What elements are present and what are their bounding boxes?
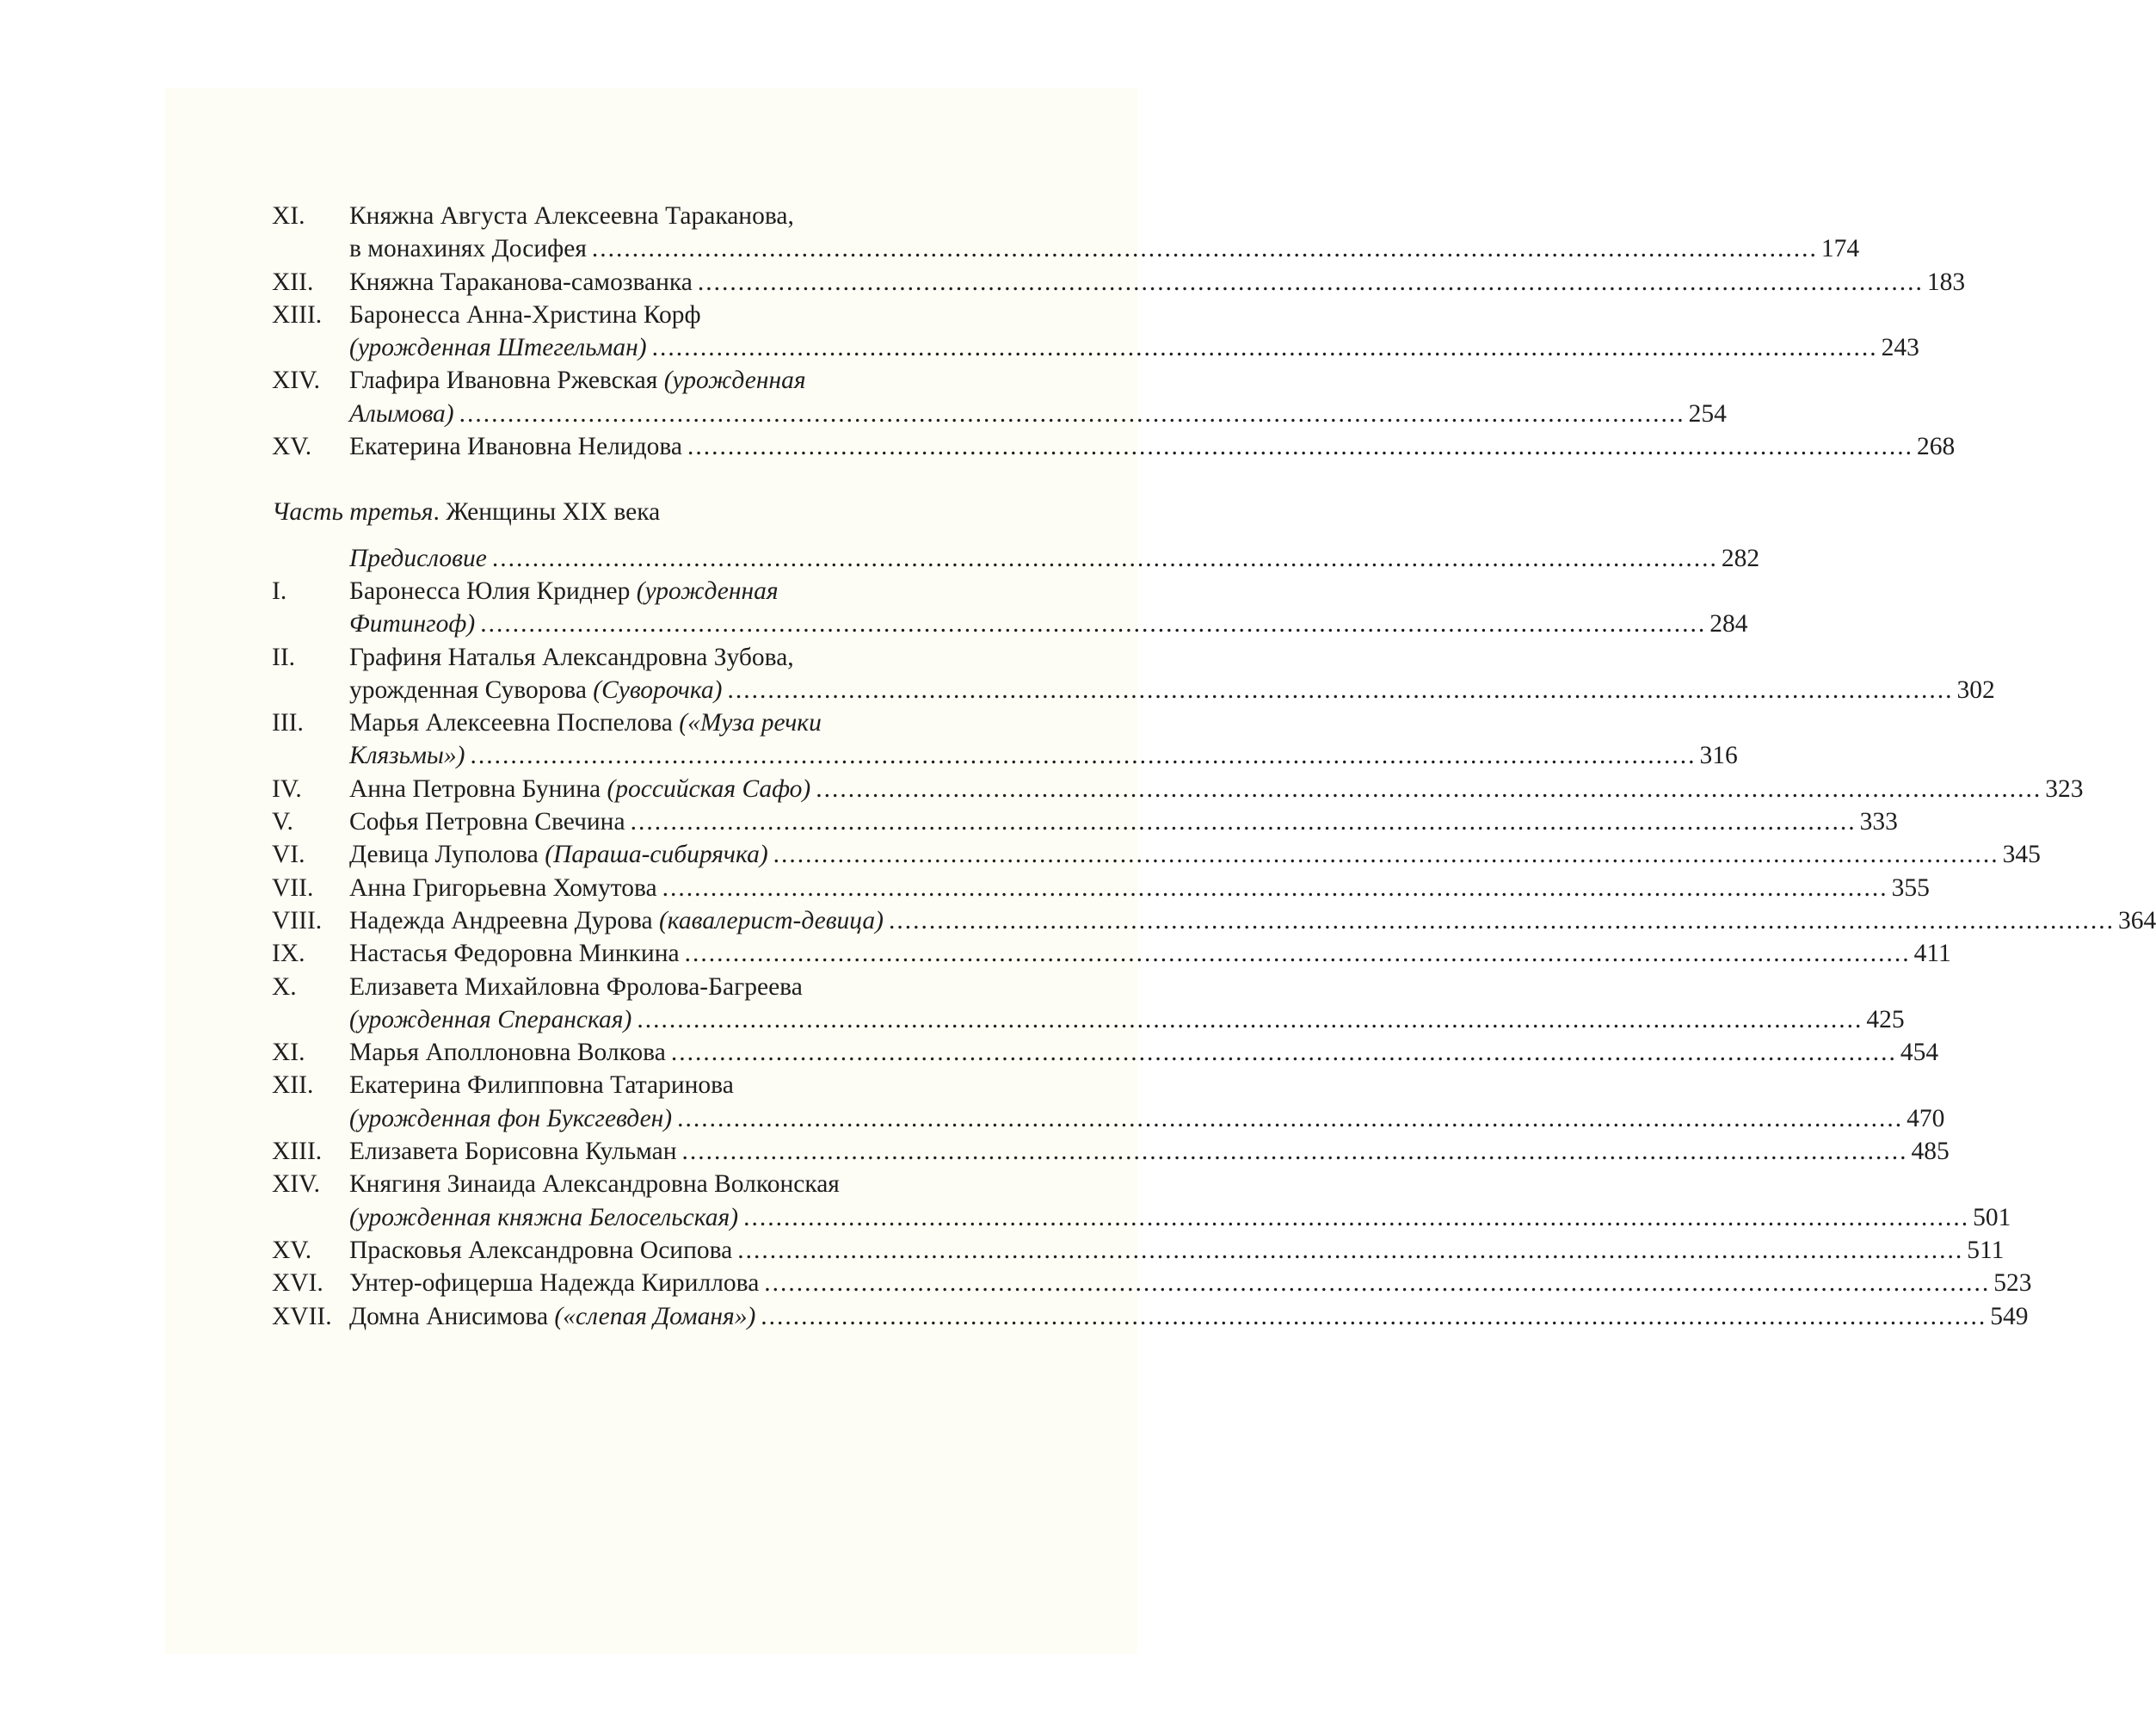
- entry-title-italic: Алымова): [349, 399, 454, 428]
- entry-title: Екатерина Филипповна Татаринова: [349, 1071, 734, 1100]
- dot-leader: ........................................................................................................................................................: [591, 235, 1818, 263]
- page-number: 323: [2045, 774, 2084, 803]
- entry-number: XV.: [272, 1236, 312, 1264]
- page-number: 454: [1900, 1039, 1939, 1067]
- dot-leader: ........................................................................................................................................................: [470, 742, 1697, 770]
- page-number: 411: [1913, 940, 1951, 968]
- toc-entry: [272, 773, 2084, 805]
- toc-entry: [272, 937, 1951, 970]
- entry-title: Марья Аполлоновна Волкова: [349, 1039, 666, 1067]
- entry-title: Елизавета Борисовна Кульман: [349, 1138, 677, 1166]
- toc-entry: [272, 1135, 1950, 1168]
- part-heading-text: . Женщины XIX века: [433, 498, 661, 527]
- page-number: 364: [2118, 906, 2156, 935]
- dot-leader: ........................................................................................................................................................: [681, 1138, 1908, 1166]
- entry-title-italic: (Суворочка): [593, 675, 723, 704]
- toc-entry: [272, 838, 2041, 871]
- entry-title: Екатерина Ивановна Нелидова: [349, 433, 682, 461]
- entry-title: Елизавета Михайловна Фролова-Багреева: [349, 972, 803, 1001]
- entry-number: XVI.: [272, 1269, 323, 1298]
- dot-leader: ........................................................................................................................................................: [480, 610, 1707, 638]
- page-number: 183: [1926, 268, 1966, 296]
- toc-entry: [272, 1069, 1945, 1135]
- entry-title: Княжна Августа Алексеевна Тараканова,: [349, 202, 794, 230]
- dot-leader: ........................................................................................................................................................: [491, 544, 1718, 572]
- page-number: 485: [1911, 1138, 1950, 1166]
- toc-entry: [272, 1267, 2032, 1299]
- entry-title-italic: (урожденная: [636, 577, 779, 605]
- dot-leader: ........................................................................................................................................................: [662, 873, 1888, 902]
- entry-number: X.: [272, 972, 297, 1001]
- dot-leader: ........................................................................................................................................................: [764, 1269, 1991, 1298]
- page-number: 174: [1820, 235, 1860, 263]
- entry-number: VII.: [272, 873, 314, 902]
- entry-title-continued: урожденная Суворова: [349, 675, 594, 704]
- toc-entry: [272, 805, 1898, 838]
- entry-title: Прасковья Александровна Осипова: [349, 1236, 733, 1264]
- dot-leader: ........................................................................................................................................................: [727, 675, 1954, 704]
- entry-title: Анна Григорьевна Хомутова: [349, 873, 657, 902]
- entry-title-italic: (урожденная княжна Белосельская): [349, 1203, 739, 1231]
- entry-title: Графиня Наталья Александровна Зубова,: [349, 643, 794, 671]
- toc-entry: [272, 364, 1727, 430]
- entry-title-italic: («Муза речки: [679, 709, 822, 737]
- entry-title-italic: (урожденная Сперанская): [349, 1005, 632, 1033]
- entry-title-italic: Предисловие: [349, 544, 487, 572]
- dot-leader: ........................................................................................................................................................: [459, 399, 1685, 428]
- dot-leader: ........................................................................................................................................................: [816, 774, 2042, 803]
- toc-entry: [272, 266, 1966, 299]
- page-number: 333: [1859, 808, 1898, 836]
- page-number: 345: [2002, 841, 2041, 869]
- page-number: 243: [1881, 334, 1919, 362]
- dot-leader: ........................................................................................................................................................: [651, 334, 1878, 362]
- page-number: 425: [1866, 1005, 1905, 1033]
- entry-title: Княгиня Зинаида Александровна Волконская: [349, 1170, 840, 1199]
- page-number: 501: [1973, 1203, 2011, 1231]
- page-number: 470: [1907, 1104, 1945, 1132]
- dot-leader: ........................................................................................................................................................: [630, 808, 1857, 836]
- toc-entry: [272, 872, 1930, 904]
- toc-entry: [272, 1234, 2005, 1267]
- toc-entry: [272, 904, 2156, 937]
- entry-number: XII.: [272, 268, 314, 296]
- dot-leader: ........................................................................................................................................................: [761, 1302, 1987, 1330]
- entry-title: Унтер-офицерша Надежда Кириллова: [349, 1269, 760, 1298]
- dot-leader: ........................................................................................................................................................: [677, 1104, 1904, 1132]
- dot-leader: ........................................................................................................................................................: [773, 841, 1999, 869]
- entry-title-italic: (кавалерист-девица): [658, 906, 884, 935]
- toc-entry: [272, 971, 1905, 1037]
- page-number: 316: [1699, 742, 1738, 770]
- entry-number: V.: [272, 808, 293, 836]
- toc-entry: [272, 1300, 2029, 1333]
- dot-leader: ........................................................................................................................................................: [743, 1203, 1970, 1231]
- entry-title-italic: (урожденная Штегельман): [349, 334, 647, 362]
- page-number: 284: [1709, 610, 1748, 638]
- entry-title: Марья Алексеевна Поспелова: [349, 709, 680, 737]
- entry-title-italic: («слепая Доманя»): [554, 1302, 756, 1330]
- entry-number: VIII.: [272, 906, 323, 935]
- entry-number: XV.: [272, 433, 312, 461]
- page-number: 302: [1956, 675, 1995, 704]
- dot-leader: ........................................................................................................................................................: [684, 940, 1911, 968]
- dot-leader: ........................................................................................................................................................: [687, 433, 1913, 461]
- entry-number: XIII.: [272, 1138, 323, 1166]
- toc-entry: [272, 641, 1995, 707]
- entry-title-italic: Клязьмы»): [349, 742, 465, 770]
- toc-entry: [272, 430, 1956, 463]
- page-number: 268: [1916, 433, 1956, 461]
- entry-number: II.: [272, 643, 296, 671]
- page-number: 523: [1993, 1269, 2032, 1298]
- part-heading-italic: Часть третья: [272, 498, 434, 527]
- toc-entry: [272, 299, 1919, 365]
- toc-entry: [272, 575, 1748, 641]
- part-heading: [272, 496, 1012, 528]
- entry-title: Княжна Тараканова-самозванка: [349, 268, 693, 296]
- dot-leader: ........................................................................................................................................................: [670, 1039, 1897, 1067]
- entry-number: XII.: [272, 1071, 314, 1100]
- entry-title: Баронесса Анна-Христина Корф: [349, 300, 701, 329]
- entry-title: Настасья Федоровна Минкина: [349, 940, 680, 968]
- entry-title: Анна Петровна Бунина: [349, 774, 607, 803]
- entry-title: Девица Луполова: [349, 841, 545, 869]
- entry-title: Софья Петровна Свечина: [349, 808, 625, 836]
- entry-title-italic: (российская Сафо): [607, 774, 811, 803]
- entry-title-italic: (урожденная фон Буксгевден): [349, 1104, 673, 1132]
- entry-number: XI.: [272, 202, 305, 230]
- dot-leader: ........................................................................................................................................................: [697, 268, 1924, 296]
- entry-number: XVII.: [272, 1302, 332, 1330]
- toc-entry: [272, 1168, 2011, 1234]
- page-number: 355: [1891, 873, 1930, 902]
- dot-leader: ........................................................................................................................................................: [637, 1005, 1863, 1033]
- toc-entry: [272, 200, 1860, 266]
- entry-number: IX.: [272, 940, 305, 968]
- entry-title-italic: (урожденная: [663, 367, 806, 395]
- entry-number: I.: [272, 577, 287, 605]
- entry-number: XI.: [272, 1039, 305, 1067]
- entry-title-italic: (Параша-сибирячка): [545, 841, 768, 869]
- toc-entry: [272, 542, 1760, 575]
- entry-number: IV.: [272, 774, 302, 803]
- entry-title: Надежда Андреевна Дурова: [349, 906, 659, 935]
- toc-entry: [272, 1036, 1939, 1069]
- entry-number: III.: [272, 709, 304, 737]
- dot-leader: ........................................................................................................................................................: [737, 1236, 1964, 1264]
- entry-title: Домна Анисимова: [349, 1302, 555, 1330]
- page-number: 549: [1990, 1302, 2029, 1330]
- table-of-contents: [272, 200, 2156, 1333]
- entry-number: XIV.: [272, 367, 321, 395]
- entry-title: Баронесса Юлия Криднер: [349, 577, 637, 605]
- entry-title: Глафира Ивановна Ржевская: [349, 367, 664, 395]
- entry-number: VI.: [272, 841, 305, 869]
- entry-title-italic: Фитингоф): [349, 610, 476, 638]
- page-number: 254: [1688, 399, 1727, 428]
- dot-leader: ........................................................................................................................................................: [889, 906, 2115, 935]
- page-number: 511: [1967, 1236, 2005, 1264]
- entry-number: XIII.: [272, 300, 323, 329]
- page-number: 282: [1721, 544, 1760, 572]
- toc-entry: [272, 706, 1738, 773]
- entry-number: XIV.: [272, 1170, 321, 1199]
- entry-title-continued: в монахинях Досифея: [349, 235, 587, 263]
